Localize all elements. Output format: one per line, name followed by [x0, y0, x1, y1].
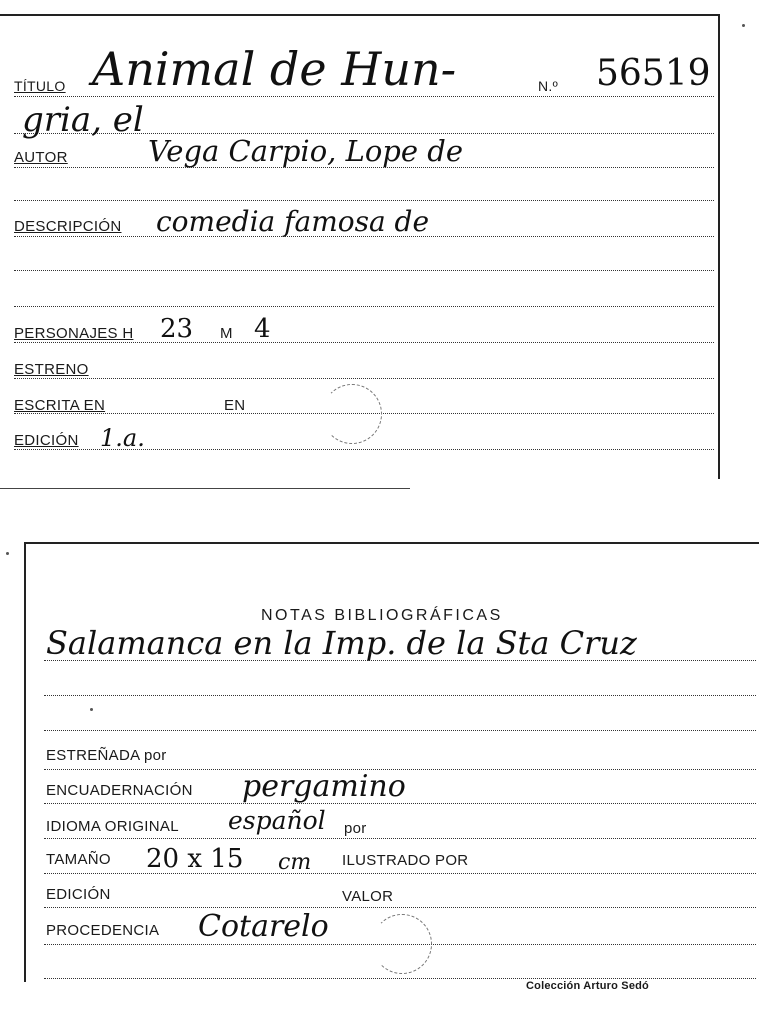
escrita-en-label: ESCRITA EN	[14, 397, 106, 414]
card-front-top-edge	[0, 14, 720, 16]
personajes-h-value: 23	[160, 314, 194, 344]
personajes-m-value: 4	[254, 314, 271, 344]
procedencia-value: Cotarelo	[198, 909, 329, 944]
rule-titulo	[14, 96, 714, 97]
card-back-top-edge	[24, 542, 759, 544]
rule-estreno	[14, 378, 714, 379]
tamano-value: 20 x 15	[146, 844, 244, 874]
idioma-original-value: español	[228, 806, 326, 835]
valor-label: VALOR	[342, 888, 394, 905]
scan-speck	[742, 24, 745, 27]
encuadernacion-value: pergamino	[242, 769, 406, 804]
notas-bibliograficas-heading: NOTAS BIBLIOGRÁFICAS	[261, 607, 503, 624]
numero-label: N.º	[538, 78, 559, 94]
rule-bottom	[44, 978, 756, 979]
numero-value: 56519	[596, 53, 711, 94]
procedencia-label: PROCEDENCIA	[46, 922, 160, 939]
rule-descripcion-3	[14, 306, 714, 307]
rule-personajes	[14, 342, 714, 343]
notas-value: Salamanca en la Imp. de la Sta Cruz	[46, 624, 637, 662]
punch-hole-back	[372, 914, 432, 974]
encuadernacion-label: ENCUADERNACIÓN	[46, 782, 193, 799]
rule-descripcion-2	[14, 270, 714, 271]
rule-notas-3	[44, 730, 756, 731]
idioma-original-label: IDIOMA ORIGINAL	[46, 818, 179, 835]
edicion-back-label: EDICIÓN	[46, 886, 111, 903]
scan-speck	[6, 552, 9, 555]
punch-hole-front	[322, 384, 382, 444]
en-label: EN	[224, 397, 246, 414]
titulo-value-line1: Animal de Hun-	[92, 42, 457, 96]
collection-stamp: Colección Arturo Sedó	[526, 980, 649, 992]
titulo-value-line2: gria, el	[22, 100, 144, 140]
rule-edicion-back	[44, 907, 756, 908]
descripcion-value: comedia famosa de	[156, 205, 430, 238]
titulo-label: TÍTULO	[14, 78, 66, 94]
estreno-label: ESTRENO	[14, 361, 89, 378]
idioma-por-label: por	[344, 820, 367, 837]
autor-value: Vega Carpio, Lope de	[148, 134, 463, 168]
card-front-bottom-edge	[0, 488, 410, 489]
rule-blank-1	[14, 200, 714, 201]
tamano-unit: cm	[278, 850, 312, 875]
autor-label: AUTOR	[14, 149, 68, 166]
scan-speck	[90, 708, 93, 711]
rule-idioma	[44, 838, 756, 839]
estrenada-label: ESTREÑADA por	[46, 747, 167, 764]
descripcion-label: DESCRIPCIÓN	[14, 218, 122, 235]
edicion-value: 1.a.	[100, 424, 145, 452]
edicion-label: EDICIÓN	[14, 432, 79, 449]
rule-notas-2	[44, 695, 756, 696]
ilustrado-por-label: ILUSTRADO POR	[342, 852, 469, 869]
personajes-label: PERSONAJES H	[14, 325, 134, 342]
personajes-m-label: M	[220, 325, 233, 342]
tamano-label: TAMAÑO	[46, 851, 111, 868]
